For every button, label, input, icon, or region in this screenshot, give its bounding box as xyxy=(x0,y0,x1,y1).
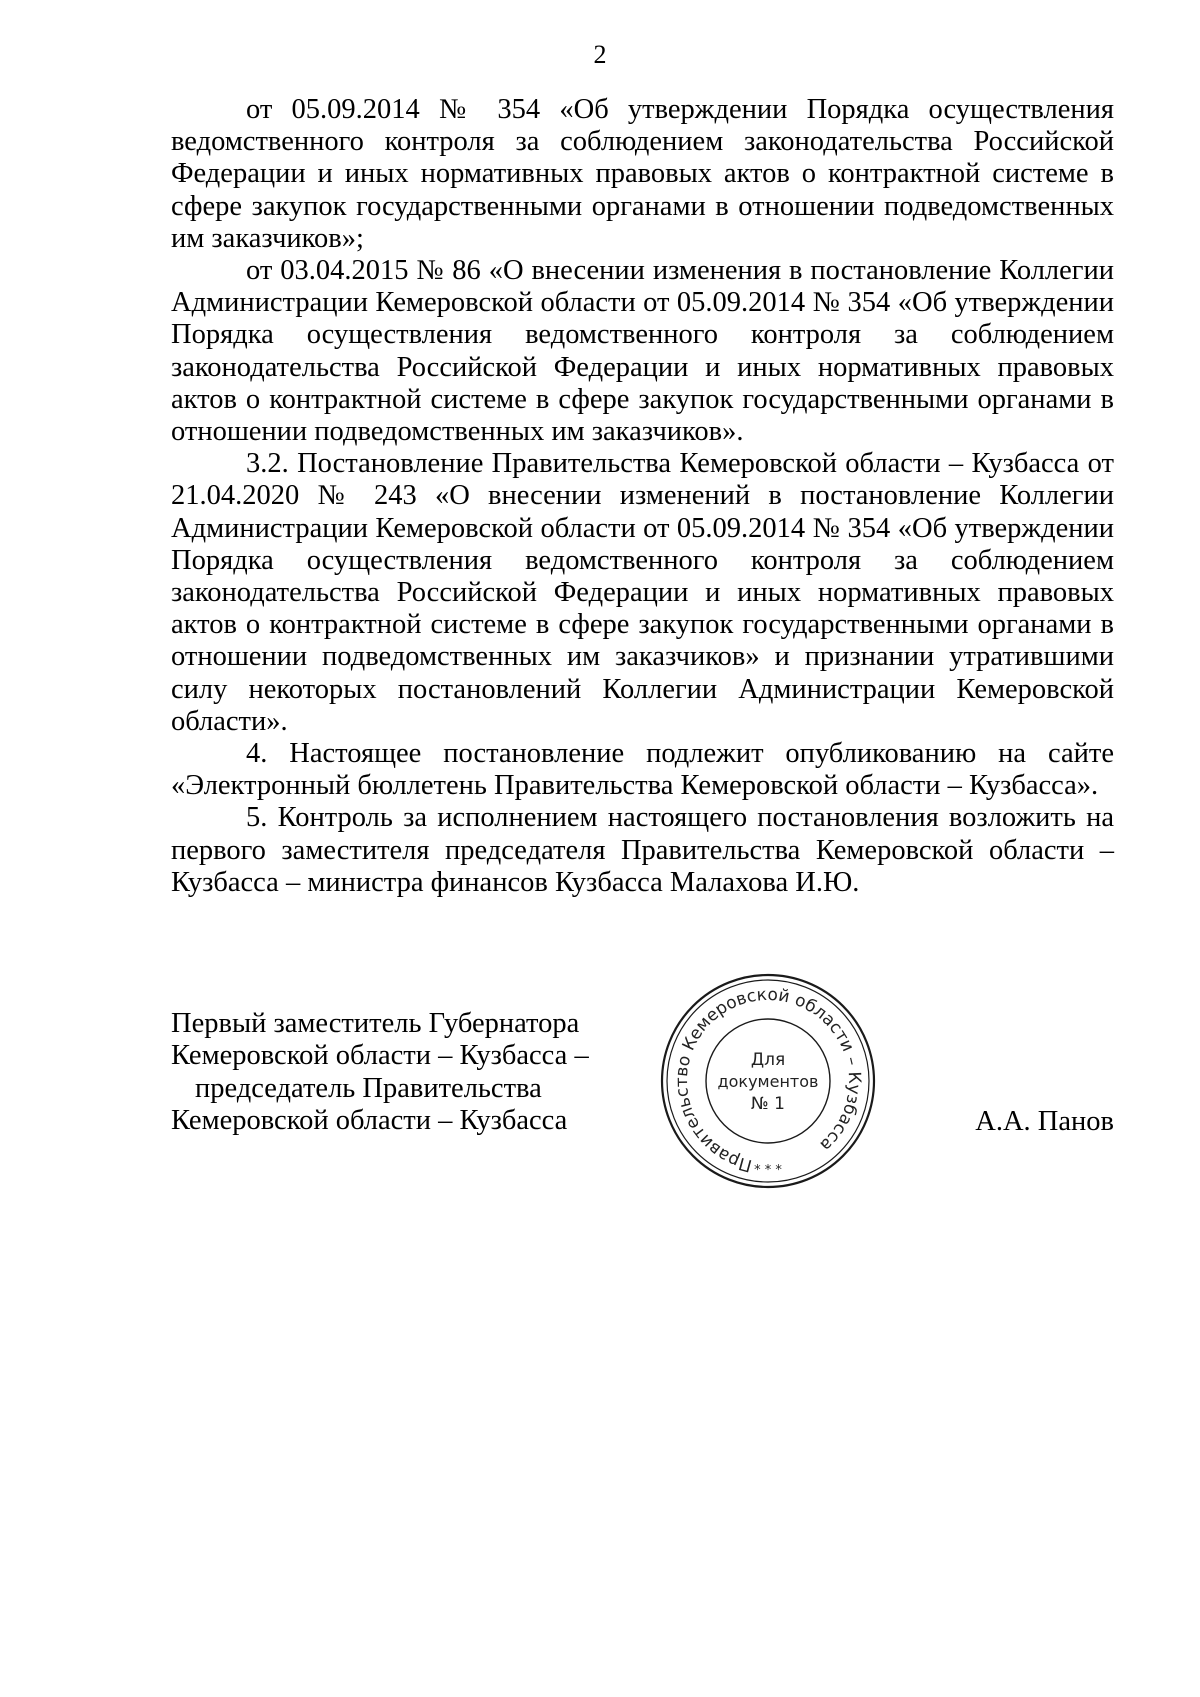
stamp-center-line: № 1 xyxy=(751,1094,785,1114)
signer-name: А.А. Панов xyxy=(975,1106,1114,1137)
stamp-bottom-mark: * * * xyxy=(754,1163,782,1178)
signature-position-line: Кемеровской области – Кузбасса xyxy=(171,1105,568,1137)
paragraph-3-2: 3.2. Постановление Правительства Кемеровской области – Кузбасса от 21.04.2020 № 243 «О внесении изменений в постановление Коллегии Администрации Кемеровской области от 05.09.2014 № 354 «Об утверждении Порядка осуществления ведомственного контроля за соблюдением законодательства Российской Федерации и иных нормативных правовых актов о контрактной системе в сфере закупок государственными органами в отношении подведомственных им заказчиков» и признании утратившими силу некоторых постановлений Коллегии Администрации Кемеровской области». xyxy=(171,448,1114,737)
stamp-center-line: Для xyxy=(750,1050,786,1070)
paragraph-4: 4. Настоящее постановление подлежит опубликованию на сайте «Электронный бюллетень Правительства Кемеровской области – Кузбасса». xyxy=(171,738,1114,802)
official-stamp xyxy=(657,970,879,1192)
paragraph-5: 5. Контроль за исполнением настоящего постановления возложить на первого заместителя председателя Правительства Кемеровской области – Кузбасса – министра финансов Кузбасса Малахова И.Ю. xyxy=(171,802,1114,898)
stamp-center-line: документов xyxy=(717,1072,819,1091)
document-body xyxy=(171,94,1114,899)
signature-position-line: Кемеровской области – Кузбасса – xyxy=(171,1040,589,1072)
stamp-ring-text: Правительство Кемеровской области – Кузбасса xyxy=(671,984,865,1176)
signature-position-line: председатель Правительства xyxy=(195,1072,542,1104)
paragraph-resolution-354: от 05.09.2014 № 354 «Об утверждении Порядка осуществления ведомственного контроля за соблюдением законодательства Российской Федерации и иных нормативных правовых актов о контрактной системе в сфере закупок государственными органами в отношении подведомственных им заказчиков»; xyxy=(171,94,1114,254)
paragraph-resolution-86: от 03.04.2015 № 86 «О внесении изменения в постановление Коллегии Администрации Кемеровской области от 05.09.2014 № 354 «Об утверждении Порядка осуществления ведомственного контроля за соблюдением законодательства Российской Федерации и иных нормативных правовых актов о контрактной системе в сфере закупок государственными органами в отношении подведомственных им заказчиков». xyxy=(171,255,1114,448)
signature-position-block xyxy=(171,1008,589,1138)
signature-position-line: Первый заместитель Губернатора xyxy=(171,1008,580,1039)
page-number: 2 xyxy=(593,40,607,69)
